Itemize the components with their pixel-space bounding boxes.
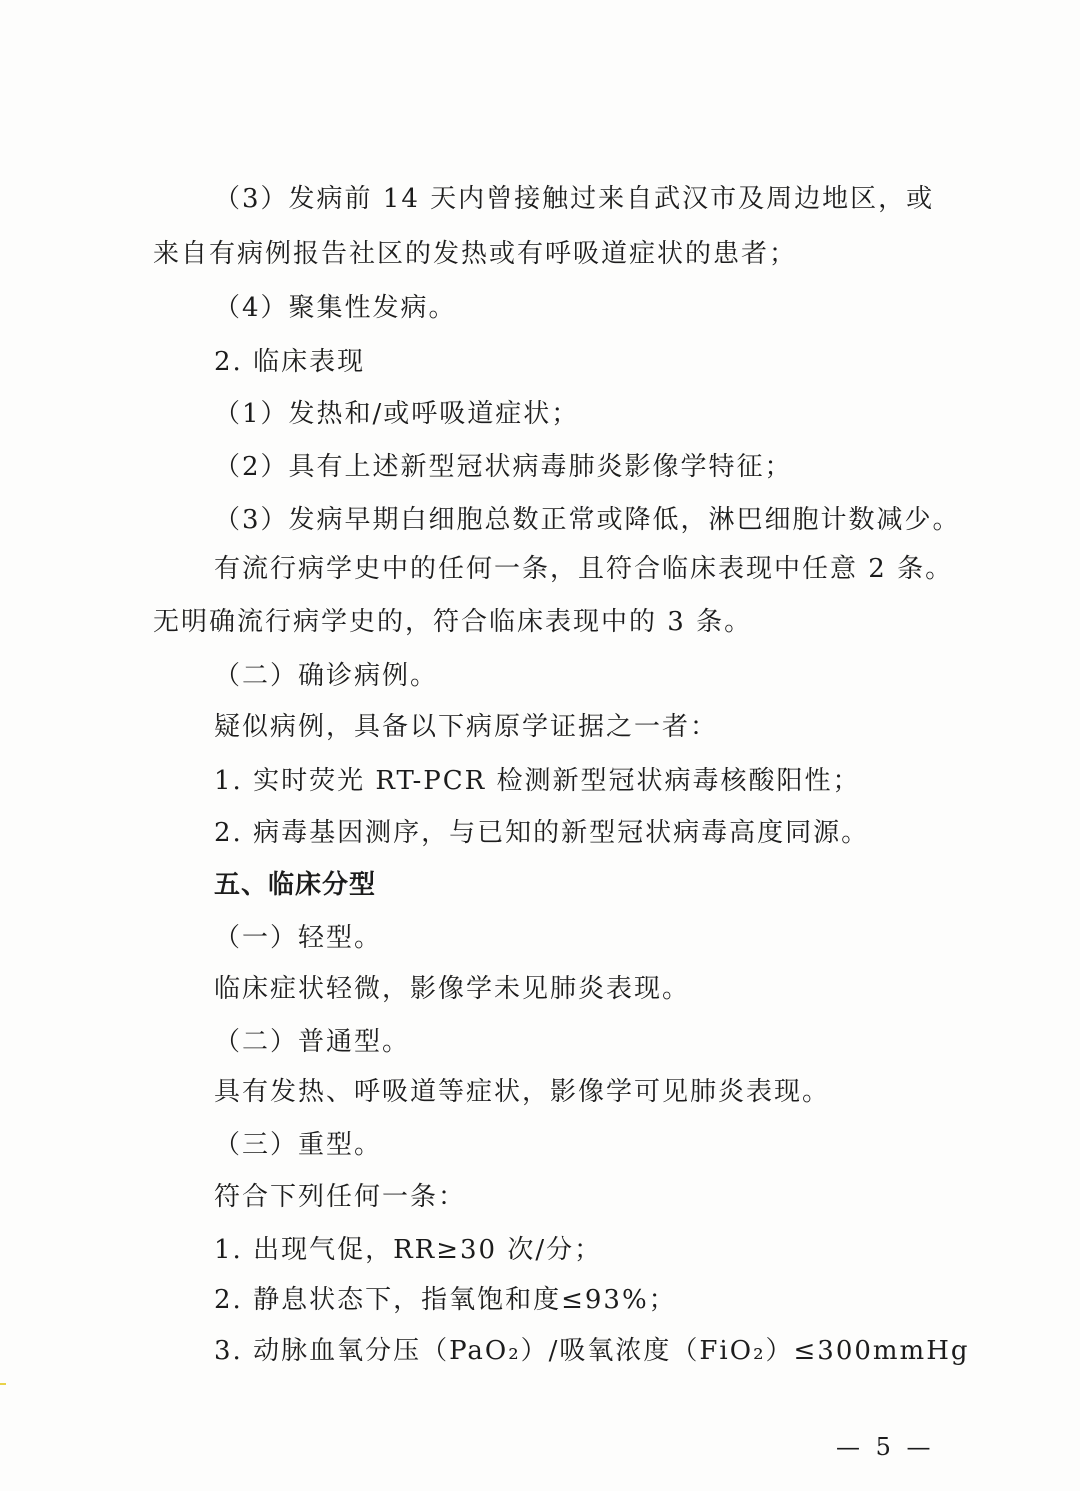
text-line-6: （2）具有上述新型冠状病毒肺炎影像学特征； [214,452,793,482]
subsection-heading-severe: （三）重型。 [214,1130,383,1160]
text-line-3: （4）聚集性发病。 [214,293,457,323]
subsection-heading-mild: （一）轻型。 [214,923,383,953]
text-line-7: （3）发病早期白细胞总数正常或降低，淋巴细胞计数减少。 [214,505,961,535]
section-heading-clinical-classification: 五、临床分型 [214,870,377,900]
text-line-22: 2. 静息状态下，指氧饱和度≤93%； [214,1285,677,1315]
text-line-9: 无明确流行病学史的，符合临床表现中的 3 条。 [153,607,753,637]
text-line-8: 有流行病学史中的任何一条，且符合临床表现中任意 2 条。 [214,554,954,584]
subsection-heading-common: （二）普通型。 [214,1027,411,1057]
text-line-16: 临床症状轻微，影像学未见肺炎表现。 [214,974,691,1004]
section-heading-clinical-manifestation: 2. 临床表现 [214,347,366,377]
text-line-21: 1. 出现气促，RR≥30 次/分； [214,1235,603,1265]
text-line-12: 1. 实时荧光 RT-PCR 检测新型冠状病毒核酸阳性； [214,766,861,796]
text-line-11: 疑似病例，具备以下病原学证据之一者： [214,712,719,742]
text-line-20: 符合下列任何一条： [214,1182,467,1212]
text-line-23: 3. 动脉血氧分压（PaO₂）/吸氧浓度（FiO₂）≤300mmHg [214,1336,970,1366]
text-line-5: （1）发热和/或呼吸道症状； [214,399,580,429]
edge-mark [0,1383,6,1385]
text-line-1: （3）发病前 14 天内曾接触过来自武汉市及周边地区，或 [214,184,935,214]
text-line-13: 2. 病毒基因测序，与已知的新型冠状病毒高度同源。 [214,818,870,848]
text-line-2: 来自有病例报告社区的发热或有呼吸道症状的患者； [153,239,798,269]
text-line-18: 具有发热、呼吸道等症状，影像学可见肺炎表现。 [214,1077,831,1107]
page-number: — 5 — [836,1433,935,1461]
subsection-heading-confirmed-cases: （二）确诊病例。 [214,661,439,691]
